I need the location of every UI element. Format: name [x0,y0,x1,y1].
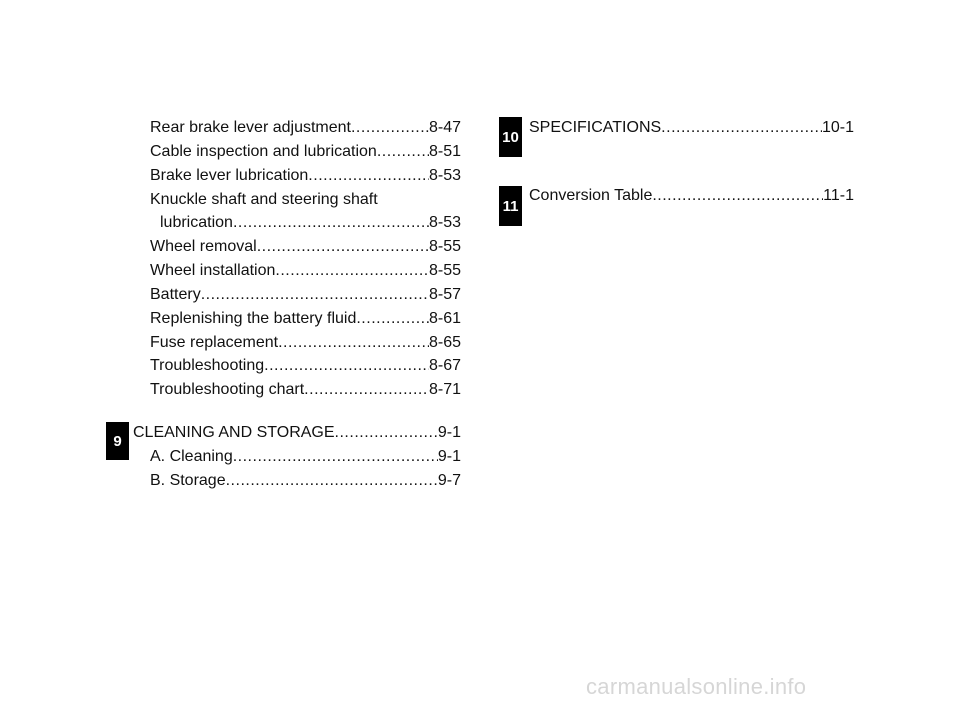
toc-entry-page: 8-51 [428,143,461,160]
toc-entry[interactable] [150,285,461,305]
toc-entry-page: 8-53 [428,167,461,184]
chapter-tab-11[interactable]: 11 [499,186,522,226]
leader-dots [201,285,429,305]
toc-chapter-entry[interactable] [529,118,854,138]
leader-dots [226,471,438,491]
toc-entry-title: Wheel removal [150,238,257,255]
leader-dots [351,118,429,138]
toc-entry[interactable] [160,213,461,233]
toc-chapter-entry[interactable] [529,186,854,206]
leader-dots [377,142,429,162]
leader-dots [264,356,429,376]
toc-entry-title: B. Storage [150,472,226,489]
toc-entry-title: Replenishing the battery fluid [150,310,357,327]
toc-entry[interactable] [150,261,461,281]
toc-entry-title: Fuse replacement [150,334,279,351]
toc-chapter-page: 9-1 [437,424,461,441]
toc-chapter-title: CLEANING AND STORAGE [133,424,335,441]
toc-entry-title: Battery [150,286,201,303]
leader-dots [278,333,429,353]
toc-entry-page: 8-57 [428,286,461,303]
watermark-text: carmanualsonline.info [586,674,807,699]
toc-entry[interactable] [150,333,461,353]
toc-entry-page: 8-67 [428,357,461,374]
toc-chapter-page: 10-1 [821,119,854,136]
toc-chapter-entry[interactable] [133,423,461,443]
chapter-tab-10[interactable]: 10 [499,117,522,157]
toc-entry[interactable] [150,237,461,257]
toc-chapter-page: 11-1 [823,187,854,204]
toc-chapter-title: SPECIFICATIONS [529,119,662,136]
toc-entry-title: lubrication [160,214,233,231]
leader-dots [233,213,429,233]
toc-entry-title: Brake lever lubrication [150,167,309,184]
toc-entry-title: Cable inspection and lubrication [150,143,377,160]
toc-entry-page: 8-61 [428,310,461,327]
toc-entry[interactable] [150,142,461,162]
toc-entry-page: 8-55 [428,238,461,255]
toc-entry-title: Wheel installation [150,262,276,279]
toc-entry[interactable] [150,471,461,491]
toc-entry-page: 8-47 [428,119,461,136]
toc-entry[interactable] [150,309,461,329]
toc-entry-page: 8-65 [428,334,461,351]
leader-dots [233,447,438,467]
toc-entry-page: 8-71 [428,381,461,398]
leader-dots [661,118,822,138]
toc-entry-title: Knuckle shaft and steering shaft [150,191,378,208]
leader-dots [275,261,429,281]
toc-entry-title: Troubleshooting [150,357,265,374]
toc-entry-title: A. Cleaning [150,448,233,465]
toc-entry-title: Rear brake lever adjustment [150,119,351,136]
toc-entry[interactable] [150,356,461,376]
toc-entry[interactable] [150,447,461,467]
toc-chapter-title: Conversion Table [529,187,653,204]
toc-entry[interactable] [150,380,461,400]
leader-dots [356,309,429,329]
toc-entry-title: Troubleshooting chart [150,381,305,398]
leader-dots [257,237,429,257]
leader-dots [652,186,823,206]
leader-dots [335,423,438,443]
leader-dots [304,380,429,400]
chapter-tab-9[interactable]: 9 [106,422,129,460]
toc-entry-heading [150,190,461,210]
toc-entry[interactable] [150,118,461,138]
toc-entry-page: 9-1 [437,448,461,465]
toc-entry-page: 8-53 [428,214,461,231]
leader-dots [308,166,429,186]
toc-entry-page: 8-55 [428,262,461,279]
toc-entry[interactable] [150,166,461,186]
toc-entry-page: 9-7 [437,472,461,489]
